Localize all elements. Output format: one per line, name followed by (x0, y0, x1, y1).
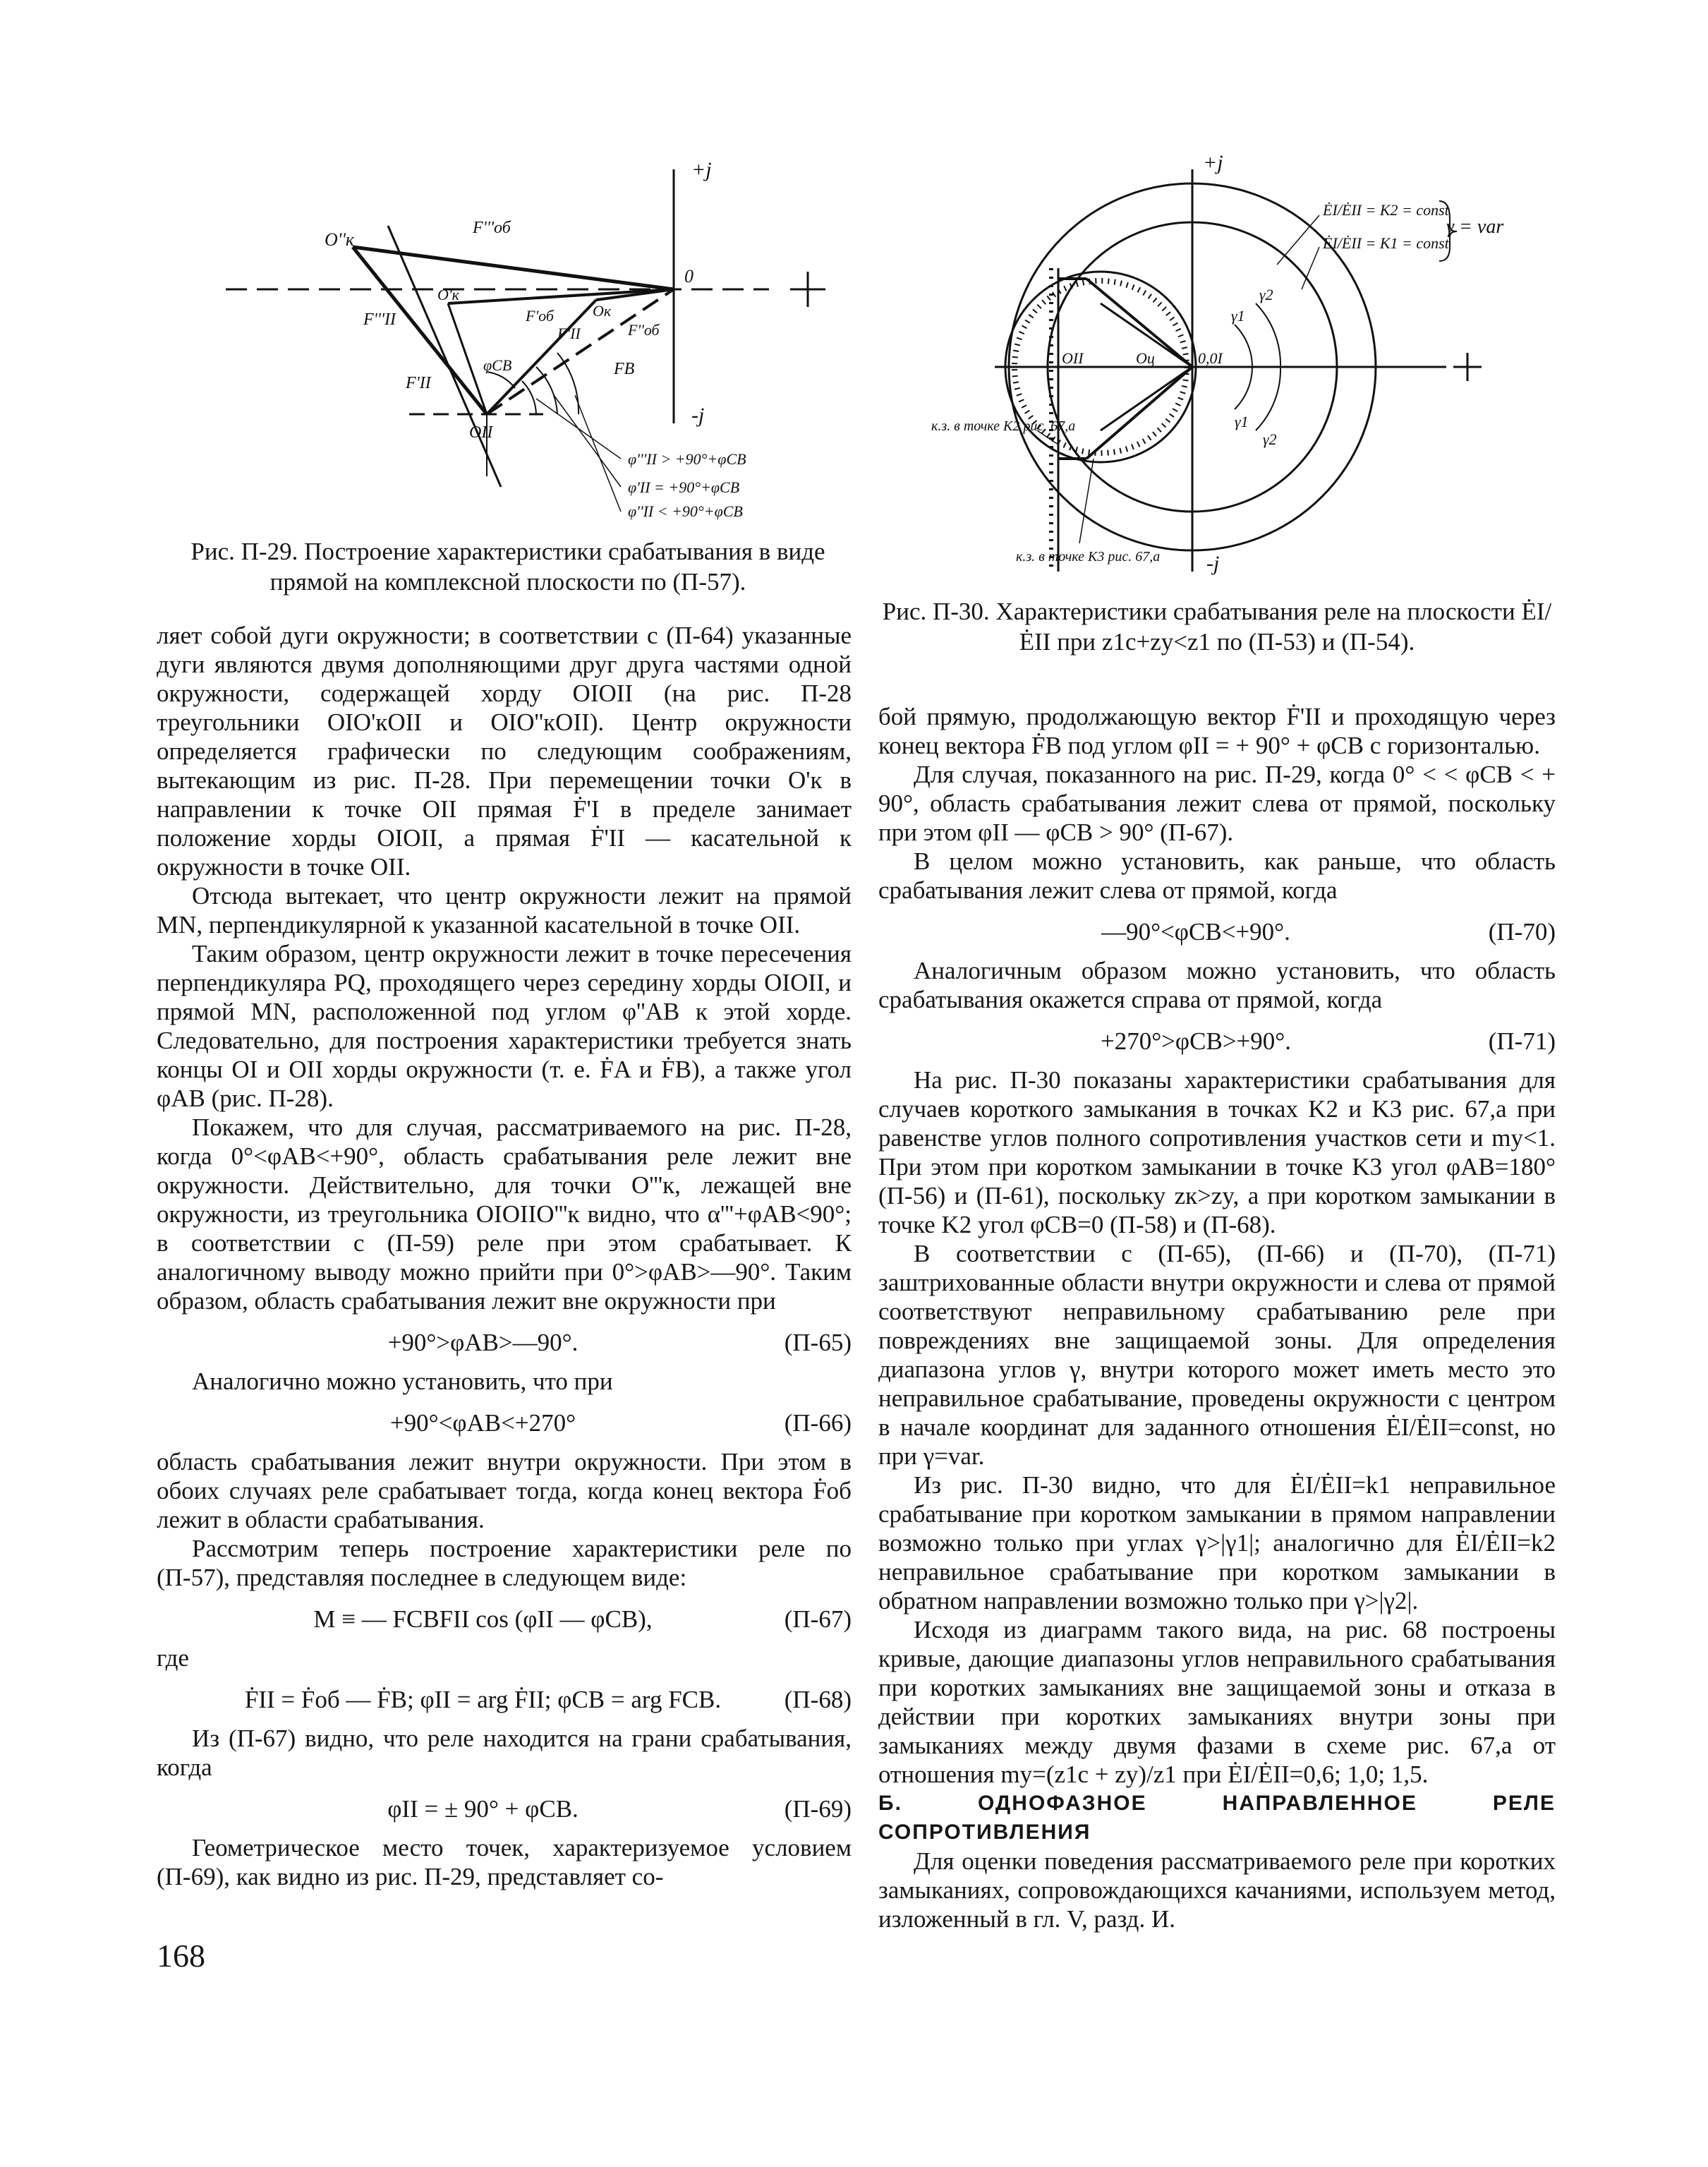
figure-p29 (205, 155, 840, 529)
paragraph: Отсюда вытекает, что центр окружности лежит на прямой MN, перпендикулярной к указанной касательной в точке OII. (157, 882, 852, 938)
figure-p29-diagram (205, 155, 840, 529)
gamma1-bottom-label: γ1 (1235, 413, 1249, 430)
ks-k2-label: к.з. в точке K2 рис. 67,а (931, 418, 1076, 434)
f-ob2-label: F''об (628, 321, 660, 339)
origin-label: 0 (684, 266, 694, 286)
ratio-k2-label: ĖI/ĖII = K2 = const (1323, 201, 1449, 219)
minus-j-label: -j (691, 404, 705, 427)
equation-number: (П-70) (1488, 918, 1556, 946)
where-label: где (157, 1644, 189, 1672)
o-ii-label: OII (469, 423, 493, 442)
figure-p29-caption: Рис. П-29. Построение характеристики срабатывания в виде прямой на комплексной плоскости по (П-57). (190, 538, 825, 596)
equation-number: (П-66) (784, 1409, 852, 1437)
equation-number: (П-65) (784, 1329, 852, 1356)
plus-j-label-30: +j (1203, 151, 1223, 174)
paragraph: Для случая, показанного на рис. П-29, когда 0° < < φCB < + 90°, область срабатывания лежит слева от прямой, поскольку при этом φII — φCB > 90° (П-67). (878, 761, 1556, 846)
minus-j-label-30: -j (1206, 552, 1220, 575)
equation-expr: φII = ± 90° + φCB. (387, 1795, 579, 1823)
paragraph: область срабатывания лежит внутри окружности. При этом в обоих случаях реле срабатывает тогда, когда конец вектора Ḟоб лежит в области срабатывания. (157, 1448, 852, 1533)
paragraph: Из рис. П-30 видно, что для ĖI/ĖII=k1 неправильное срабатывание при коротком замыкании в прямом направлении возможно только при углах γ>|γ1|; аналогично для ĖI/ĖII=k2 неправильное срабатывание при коротком замыкании в обратном направлении возможно только при γ>|γ2|. (878, 1471, 1556, 1614)
f-ob1-label: F'об (526, 307, 554, 325)
paragraph: бой прямую, продолжающую вектор Ḟ'II и проходящую через конец вектора ḞB под углом φII = + 90° + φCB с горизонталью. (878, 703, 1556, 759)
paragraph: Из (П-67) видно, что реле находится на грани срабатывания, когда (157, 1725, 852, 1781)
equation-expr: +90°<φAB<+270° (389, 1409, 576, 1437)
paragraph: В целом можно установить, как раньше, что область срабатывания лежит слева от прямой, когда (878, 847, 1556, 904)
paragraph: Для оценки поведения рассматриваемого реле при коротких замыканиях, сопровождающихся качаниями, используем метод, изложенный в гл. V, разд. И. (878, 1847, 1556, 1933)
condition-1: φ'''II > +90°+φCB (628, 450, 746, 468)
o-k1-label: O'к (437, 286, 459, 303)
equation-number: (П-69) (784, 1795, 852, 1823)
f-b-label: FB (614, 360, 635, 378)
paragraph: Геометрическое место точек, характеризуемое условием (П-69), как видно из рис. П-29, представляет со- (157, 1834, 852, 1890)
equation-expr: ḞII = Ḟоб — ḞB; φII = arg ḞII; φCB = arg FCB. (244, 1686, 722, 1713)
section-heading: Б. ОДНОФАЗНОЕ НАПРАВЛЕННОЕ РЕЛЕ СОПРОТИВЛЕНИЯ (878, 1792, 1556, 1844)
equation-p65 (157, 1328, 852, 1357)
right-column (878, 702, 1556, 1933)
page-number: 168 (157, 1938, 205, 1974)
paragraph: В соответствии с (П-65), (П-66) и (П-70), (П-71) заштрихованные области внутри окружности и слева от прямой соответствуют неправильному срабатыванию реле при повреждениях вне защищаемой зоны. Для определения диапазона углов γ, внутри которого может иметь место это неправильное срабатывание, проведены окружности с центром в начале координат для заданного отношения ĖI/ĖII=const, но при γ=var. (878, 1240, 1556, 1470)
equation-number: (П-71) (1488, 1027, 1556, 1055)
equation-p67 (157, 1605, 852, 1634)
figure-p30-diagram (910, 148, 1545, 586)
paragraph: Исходя из диаграмм такого вида, на рис. 68 построены кривые, дающие диапазоны углов неправильного срабатывания при коротких замыканиях вне защищаемой зоны и отказа в действии при коротких замыканиях внутри зоны при замыканиях между двумя фазами в схеме рис. 67,а от отношения my=(z1c + zy)/z1 при ĖI/ĖII=0,6; 1,0; 1,5. (878, 1616, 1556, 1788)
paragraph: Рассмотрим теперь построение характеристики реле по (П-57), представляя последнее в следующем виде: (157, 1535, 852, 1591)
equation-p66 (157, 1408, 852, 1437)
o-k0-label: Oк (593, 302, 612, 320)
figure-p30-caption: Рис. П-30. Характеристики срабатывания реле на плоскости ĖI/ĖII при z1c+zy<z1 по (П-53) и (П-54). (882, 598, 1552, 656)
o-ii-label-30: OII (1062, 349, 1084, 367)
f-ii-label: F'II (406, 374, 431, 392)
plus-j-label: +j (691, 158, 712, 181)
paragraph: На рис. П-30 показаны характеристики срабатывания для случаев короткого замыкания в точках K2 и K3 рис. 67,а при равенстве углов полного сопротивления участков сети и my<1. При этом при коротком замыкании в точке K3 угол φAB=180° (П-56) и (П-61), поскольку zк>zy, а при коротком замыкании в точке K2 угол φCB=0 (П-58) и (П-68). (878, 1066, 1556, 1238)
equation-number: (П-67) (784, 1605, 852, 1633)
gamma2-bottom-label: γ2 (1263, 430, 1277, 448)
equation-expr: +270°>φCB>+90°. (1100, 1027, 1292, 1055)
paragraph: ляет собой дуги окружности; в соответствии с (П-64) указанные дуги являются двумя дополняющими друг друга частями одной окружности, содержащей хорду OIOII (на рис. П-28 треугольники OIO'кOII и OIO''кOII). Центр окружности определяется графически по следующим соображениям, вытекающим из рис. П-28. При перемещении точки O'к в направлении к точке OII прямая Ḟ'I в пределе занимает положение хорды OIOII, а прямая Ḟ'II — касательной к окружности в точке OII. (157, 622, 852, 881)
equation-p70 (878, 917, 1556, 946)
equation-number: (П-68) (784, 1686, 852, 1713)
condition-3: φ''II < +90°+φCB (628, 502, 743, 520)
o-k2-label: O''к (325, 229, 355, 250)
f-ii3-label: F'''II (363, 310, 396, 329)
gamma2-top-label: γ2 (1259, 286, 1273, 303)
phi-cb-label: φCB (483, 356, 512, 374)
ks-k3-label: к.з. в точке K3 рис. 67,а (1016, 549, 1161, 565)
equation-p69 (157, 1794, 852, 1823)
paragraph: Аналогичным образом можно установить, что область срабатывания окажется справа от прямой, когда (878, 957, 1556, 1013)
equation-expr: —90°<φCB<+90°. (1101, 918, 1290, 946)
condition-2: φ'II = +90°+φCB (628, 478, 740, 496)
left-column (157, 621, 852, 1891)
equation-p68 (157, 1685, 852, 1714)
o-oi-label: 0,0I (1198, 349, 1223, 367)
vector-f-b (487, 289, 674, 414)
vector-f-ob1 (448, 289, 674, 303)
o-c-label: Oц (1136, 349, 1155, 367)
f-ii-mid-label: F'II (557, 325, 581, 342)
paragraph: Аналогично можно установить, что при (192, 1368, 613, 1395)
paragraph: Покажем, что для случая, рассматриваемого на рис. П-28, когда 0°<φAB<+90°, область срабатывания реле лежит вне окружности. Действительно, для точки O'''к, лежащей вне окружности, из треугольника OIOIIO'''к видно, что α'''+φAB<90°; в соответствии с (П-59) реле при этом срабатывает. К аналогичному выводу можно прийти при 0°>φAB>—90°. Таким образом, область срабатывания лежит вне окружности при (157, 1113, 852, 1315)
equation-expr: +90°>φAB>—90°. (387, 1329, 579, 1356)
figure-p30 (910, 148, 1545, 586)
equation-p71 (878, 1027, 1556, 1056)
f-ob3-label: F'''об (473, 219, 511, 237)
gamma-var-label: γ = var (1446, 216, 1504, 238)
gamma1-top-label: γ1 (1231, 307, 1245, 325)
paragraph: Таким образом, центр окружности лежит в точке пересечения перпендикуляра PQ, проходящего через середину хорды OIOII, и прямой MN, расположенной под углом φ''AB к этой хорде. Следовательно, для построения характеристики требуется знать концы OI и OII хорды окружности (т. е. ḞA и ḞB), а также угол φAB (рис. П-28). (157, 940, 852, 1112)
equation-expr: M ≡ — FCBFII cos (φII — φCB), (313, 1605, 653, 1633)
ratio-k1-label: ĖI/ĖII = K1 = const (1323, 234, 1449, 252)
